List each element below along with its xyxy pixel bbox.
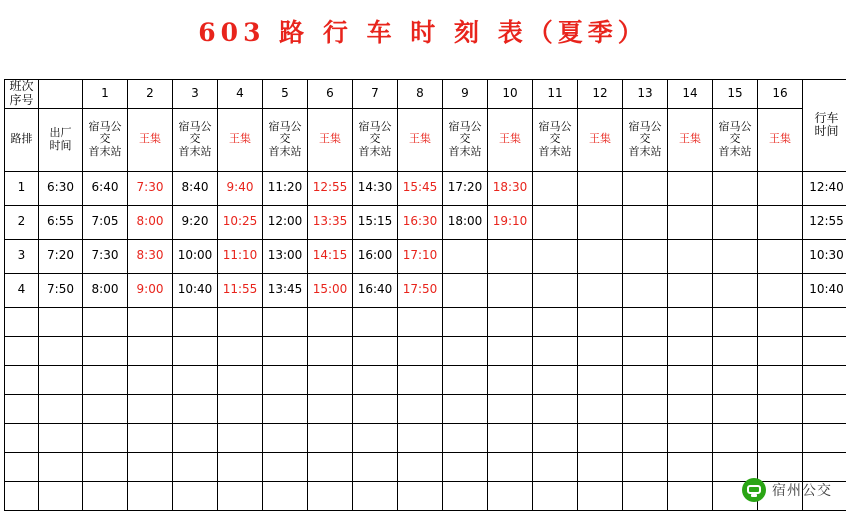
- empty-cell: [713, 336, 758, 365]
- empty-cell: [83, 394, 128, 423]
- empty-cell: [623, 481, 668, 510]
- cell-r3-c14: [668, 239, 713, 273]
- trip-number-7: 7: [353, 80, 398, 109]
- table-row: [5, 171, 846, 205]
- empty-cell: [263, 452, 308, 481]
- cell-r4-c11: [533, 273, 578, 307]
- table-header-numbers: [5, 80, 846, 109]
- cell-r4-c7: 16:40: [353, 273, 398, 307]
- cell-r2-c15: [713, 205, 758, 239]
- cell-r2-c9: 18:00: [443, 205, 488, 239]
- cell-r3-c10: [488, 239, 533, 273]
- empty-cell: [263, 481, 308, 510]
- empty-cell: [803, 452, 846, 481]
- cell-r3-c12: [578, 239, 623, 273]
- empty-cell: [578, 307, 623, 336]
- empty-cell: [353, 394, 398, 423]
- empty-cell: [668, 365, 713, 394]
- stop-name-13: 宿马公 交 首末站: [623, 108, 668, 171]
- trip-number-12: 12: [578, 80, 623, 109]
- cell-r1-c11: [533, 171, 578, 205]
- empty-cell: [173, 423, 218, 452]
- cell-r3-c5: 13:00: [263, 239, 308, 273]
- empty-cell: [623, 423, 668, 452]
- stop-name-10: 王集: [488, 108, 533, 171]
- cell-r4-c16: [758, 273, 803, 307]
- empty-cell: [488, 336, 533, 365]
- empty-cell: [623, 365, 668, 394]
- empty-cell: [533, 423, 578, 452]
- cell-r3-c1: 7:30: [83, 239, 128, 273]
- row-travel-time: 12:55: [803, 205, 846, 239]
- corner-depart-spacer: [39, 80, 83, 109]
- trip-number-11: 11: [533, 80, 578, 109]
- travel-time-header: 行车 时间: [803, 80, 846, 172]
- row-index: 1: [5, 171, 39, 205]
- cell-r3-c6: 14:15: [308, 239, 353, 273]
- row-travel-time: 10:40: [803, 273, 846, 307]
- cell-r3-c2: 8:30: [128, 239, 173, 273]
- trip-number-8: 8: [398, 80, 443, 109]
- empty-cell: [353, 307, 398, 336]
- table-row: [5, 239, 846, 273]
- empty-cell: [308, 394, 353, 423]
- trip-number-6: 6: [308, 80, 353, 109]
- trip-number-10: 10: [488, 80, 533, 109]
- empty-cell: [128, 394, 173, 423]
- empty-cell: [308, 336, 353, 365]
- empty-cell: [83, 307, 128, 336]
- cell-r3-c8: 17:10: [398, 239, 443, 273]
- empty-cell: [173, 481, 218, 510]
- empty-cell: [128, 307, 173, 336]
- empty-cell: [5, 481, 39, 510]
- stop-name-2: 王集: [128, 108, 173, 171]
- empty-cell: [758, 307, 803, 336]
- stop-name-4: 王集: [218, 108, 263, 171]
- cell-r4-c13: [623, 273, 668, 307]
- page-title: 603 路 行 车 时 刻 表（夏季）: [198, 18, 648, 47]
- empty-cell: [308, 365, 353, 394]
- stop-name-12: 王集: [578, 108, 623, 171]
- empty-cell: [263, 365, 308, 394]
- empty-cell: [758, 394, 803, 423]
- empty-cell: [713, 365, 758, 394]
- trip-number-2: 2: [128, 80, 173, 109]
- cell-r4-c9: [443, 273, 488, 307]
- empty-cell: [488, 365, 533, 394]
- cell-r3-c15: [713, 239, 758, 273]
- trip-number-3: 3: [173, 80, 218, 109]
- table-row-empty: [5, 336, 846, 365]
- stop-name-3: 宿马公 交 首末站: [173, 108, 218, 171]
- empty-cell: [263, 394, 308, 423]
- empty-cell: [398, 452, 443, 481]
- stop-name-6: 王集: [308, 108, 353, 171]
- row-depart-time: 6:30: [39, 171, 83, 205]
- cell-r4-c12: [578, 273, 623, 307]
- empty-cell: [533, 307, 578, 336]
- cell-r2-c5: 12:00: [263, 205, 308, 239]
- empty-cell: [803, 307, 846, 336]
- table-row-empty: [5, 423, 846, 452]
- stop-name-7: 宿马公 交 首末站: [353, 108, 398, 171]
- schedule-table: [4, 79, 846, 511]
- cell-r1-c3: 8:40: [173, 171, 218, 205]
- empty-cell: [353, 452, 398, 481]
- cell-r1-c4: 9:40: [218, 171, 263, 205]
- table-row: [5, 273, 846, 307]
- empty-cell: [623, 394, 668, 423]
- stop-name-9: 宿马公 交 首末站: [443, 108, 488, 171]
- table-row: [5, 205, 846, 239]
- empty-cell: [83, 423, 128, 452]
- empty-cell: [803, 394, 846, 423]
- trip-number-15: 15: [713, 80, 758, 109]
- empty-cell: [398, 365, 443, 394]
- empty-cell: [578, 394, 623, 423]
- empty-cell: [308, 307, 353, 336]
- empty-cell: [713, 452, 758, 481]
- cell-r2-c12: [578, 205, 623, 239]
- cell-r1-c1: 6:40: [83, 171, 128, 205]
- cell-r4-c8: 17:50: [398, 273, 443, 307]
- cell-r1-c8: 15:45: [398, 171, 443, 205]
- cell-r2-c16: [758, 205, 803, 239]
- cell-r4-c4: 11:55: [218, 273, 263, 307]
- cell-r2-c8: 16:30: [398, 205, 443, 239]
- empty-cell: [398, 394, 443, 423]
- row-index: 3: [5, 239, 39, 273]
- empty-cell: [758, 336, 803, 365]
- empty-cell: [398, 336, 443, 365]
- cell-r1-c15: [713, 171, 758, 205]
- cell-r2-c4: 10:25: [218, 205, 263, 239]
- empty-cell: [443, 423, 488, 452]
- empty-cell: [398, 423, 443, 452]
- empty-cell: [218, 452, 263, 481]
- empty-cell: [443, 452, 488, 481]
- cell-r3-c16: [758, 239, 803, 273]
- empty-cell: [713, 394, 758, 423]
- empty-cell: [218, 394, 263, 423]
- cell-r1-c12: [578, 171, 623, 205]
- empty-cell: [218, 307, 263, 336]
- empty-cell: [533, 365, 578, 394]
- cell-r1-c6: 12:55: [308, 171, 353, 205]
- empty-cell: [218, 481, 263, 510]
- empty-cell: [443, 365, 488, 394]
- empty-cell: [173, 307, 218, 336]
- empty-cell: [353, 365, 398, 394]
- cell-r1-c10: 18:30: [488, 171, 533, 205]
- empty-cell: [443, 394, 488, 423]
- empty-cell: [488, 452, 533, 481]
- empty-cell: [128, 423, 173, 452]
- empty-cell: [263, 307, 308, 336]
- empty-cell: [758, 452, 803, 481]
- empty-cell: [623, 452, 668, 481]
- empty-cell: [5, 307, 39, 336]
- cell-r3-c13: [623, 239, 668, 273]
- stop-name-15: 宿马公 交 首末站: [713, 108, 758, 171]
- row-travel-time: 12:40: [803, 171, 846, 205]
- cell-r3-c11: [533, 239, 578, 273]
- empty-cell: [623, 336, 668, 365]
- empty-cell: [668, 481, 713, 510]
- row-depart-time: 7:20: [39, 239, 83, 273]
- trip-number-14: 14: [668, 80, 713, 109]
- empty-cell: [803, 423, 846, 452]
- empty-cell: [218, 365, 263, 394]
- empty-cell: [5, 452, 39, 481]
- row-depart-time: 6:55: [39, 205, 83, 239]
- empty-cell: [173, 365, 218, 394]
- cell-r2-c14: [668, 205, 713, 239]
- cell-r4-c2: 9:00: [128, 273, 173, 307]
- cell-r3-c3: 10:00: [173, 239, 218, 273]
- empty-cell: [5, 365, 39, 394]
- empty-cell: [578, 452, 623, 481]
- trip-number-13: 13: [623, 80, 668, 109]
- empty-cell: [488, 481, 533, 510]
- empty-cell: [39, 336, 83, 365]
- empty-cell: [83, 481, 128, 510]
- cell-r2-c7: 15:15: [353, 205, 398, 239]
- empty-cell: [713, 307, 758, 336]
- empty-cell: [128, 365, 173, 394]
- empty-cell: [668, 423, 713, 452]
- stop-name-14: 王集: [668, 108, 713, 171]
- empty-cell: [623, 307, 668, 336]
- cell-r1-c14: [668, 171, 713, 205]
- empty-cell: [308, 423, 353, 452]
- bus-icon: [742, 478, 766, 502]
- trip-number-9: 9: [443, 80, 488, 109]
- empty-cell: [668, 307, 713, 336]
- cell-r1-c13: [623, 171, 668, 205]
- watermark: [742, 478, 832, 502]
- empty-cell: [533, 394, 578, 423]
- empty-cell: [5, 423, 39, 452]
- empty-cell: [803, 365, 846, 394]
- cell-r2-c13: [623, 205, 668, 239]
- empty-cell: [173, 336, 218, 365]
- empty-cell: [668, 452, 713, 481]
- empty-cell: [5, 394, 39, 423]
- cell-r2-c3: 9:20: [173, 205, 218, 239]
- empty-cell: [39, 307, 83, 336]
- empty-cell: [173, 394, 218, 423]
- cell-r4-c10: [488, 273, 533, 307]
- empty-cell: [39, 423, 83, 452]
- empty-cell: [128, 336, 173, 365]
- empty-cell: [578, 365, 623, 394]
- empty-cell: [668, 394, 713, 423]
- empty-cell: [398, 307, 443, 336]
- cell-r4-c14: [668, 273, 713, 307]
- row-travel-time: 10:30: [803, 239, 846, 273]
- empty-cell: [353, 336, 398, 365]
- empty-cell: [218, 423, 263, 452]
- table-row-empty: [5, 307, 846, 336]
- cell-r4-c6: 15:00: [308, 273, 353, 307]
- stop-name-16: 王集: [758, 108, 803, 171]
- cell-r3-c4: 11:10: [218, 239, 263, 273]
- empty-cell: [39, 365, 83, 394]
- empty-cell: [758, 365, 803, 394]
- empty-cell: [83, 365, 128, 394]
- trip-number-4: 4: [218, 80, 263, 109]
- empty-cell: [263, 423, 308, 452]
- watermark-label: 宿州公交: [772, 483, 832, 499]
- empty-cell: [578, 423, 623, 452]
- empty-cell: [488, 307, 533, 336]
- trip-number-5: 5: [263, 80, 308, 109]
- cell-r3-c7: 16:00: [353, 239, 398, 273]
- empty-cell: [533, 336, 578, 365]
- empty-cell: [533, 452, 578, 481]
- stop-name-5: 宿马公 交 首末站: [263, 108, 308, 171]
- empty-cell: [488, 394, 533, 423]
- empty-cell: [128, 452, 173, 481]
- cell-r2-c1: 7:05: [83, 205, 128, 239]
- row-index: 2: [5, 205, 39, 239]
- corner-trip-label: 班次序号: [5, 80, 39, 109]
- empty-cell: [668, 336, 713, 365]
- empty-cell: [83, 336, 128, 365]
- cell-r1-c16: [758, 171, 803, 205]
- cell-r4-c5: 13:45: [263, 273, 308, 307]
- stop-name-8: 王集: [398, 108, 443, 171]
- empty-cell: [443, 481, 488, 510]
- cell-r4-c1: 8:00: [83, 273, 128, 307]
- table-row-empty: [5, 365, 846, 394]
- table-row-empty: [5, 394, 846, 423]
- empty-cell: [308, 481, 353, 510]
- empty-cell: [5, 336, 39, 365]
- cell-r3-c9: [443, 239, 488, 273]
- empty-cell: [488, 423, 533, 452]
- empty-cell: [353, 423, 398, 452]
- empty-cell: [83, 452, 128, 481]
- corner-route-label: 路排: [5, 108, 39, 171]
- empty-cell: [398, 481, 443, 510]
- empty-cell: [353, 481, 398, 510]
- empty-cell: [758, 423, 803, 452]
- table-header-stops: [5, 108, 846, 171]
- cell-r2-c6: 13:35: [308, 205, 353, 239]
- cell-r1-c7: 14:30: [353, 171, 398, 205]
- trip-number-16: 16: [758, 80, 803, 109]
- trip-number-1: 1: [83, 80, 128, 109]
- cell-r1-c2: 7:30: [128, 171, 173, 205]
- empty-cell: [308, 452, 353, 481]
- empty-cell: [39, 394, 83, 423]
- empty-cell: [39, 452, 83, 481]
- empty-cell: [713, 423, 758, 452]
- cell-r1-c9: 17:20: [443, 171, 488, 205]
- empty-cell: [803, 336, 846, 365]
- empty-cell: [578, 336, 623, 365]
- empty-cell: [173, 452, 218, 481]
- empty-cell: [39, 481, 83, 510]
- stop-name-11: 宿马公 交 首末站: [533, 108, 578, 171]
- cell-r2-c11: [533, 205, 578, 239]
- empty-cell: [218, 336, 263, 365]
- cell-r1-c5: 11:20: [263, 171, 308, 205]
- cell-r2-c10: 19:10: [488, 205, 533, 239]
- stop-name-1: 宿马公 交 首末站: [83, 108, 128, 171]
- empty-cell: [578, 481, 623, 510]
- empty-cell: [443, 336, 488, 365]
- depart-time-header: 出厂 时间: [39, 108, 83, 171]
- table-row-empty: [5, 481, 846, 510]
- row-index: 4: [5, 273, 39, 307]
- row-depart-time: 7:50: [39, 273, 83, 307]
- empty-cell: [128, 481, 173, 510]
- cell-r4-c3: 10:40: [173, 273, 218, 307]
- empty-cell: [443, 307, 488, 336]
- table-row-empty: [5, 452, 846, 481]
- cell-r2-c2: 8:00: [128, 205, 173, 239]
- cell-r4-c15: [713, 273, 758, 307]
- empty-cell: [263, 336, 308, 365]
- empty-cell: [533, 481, 578, 510]
